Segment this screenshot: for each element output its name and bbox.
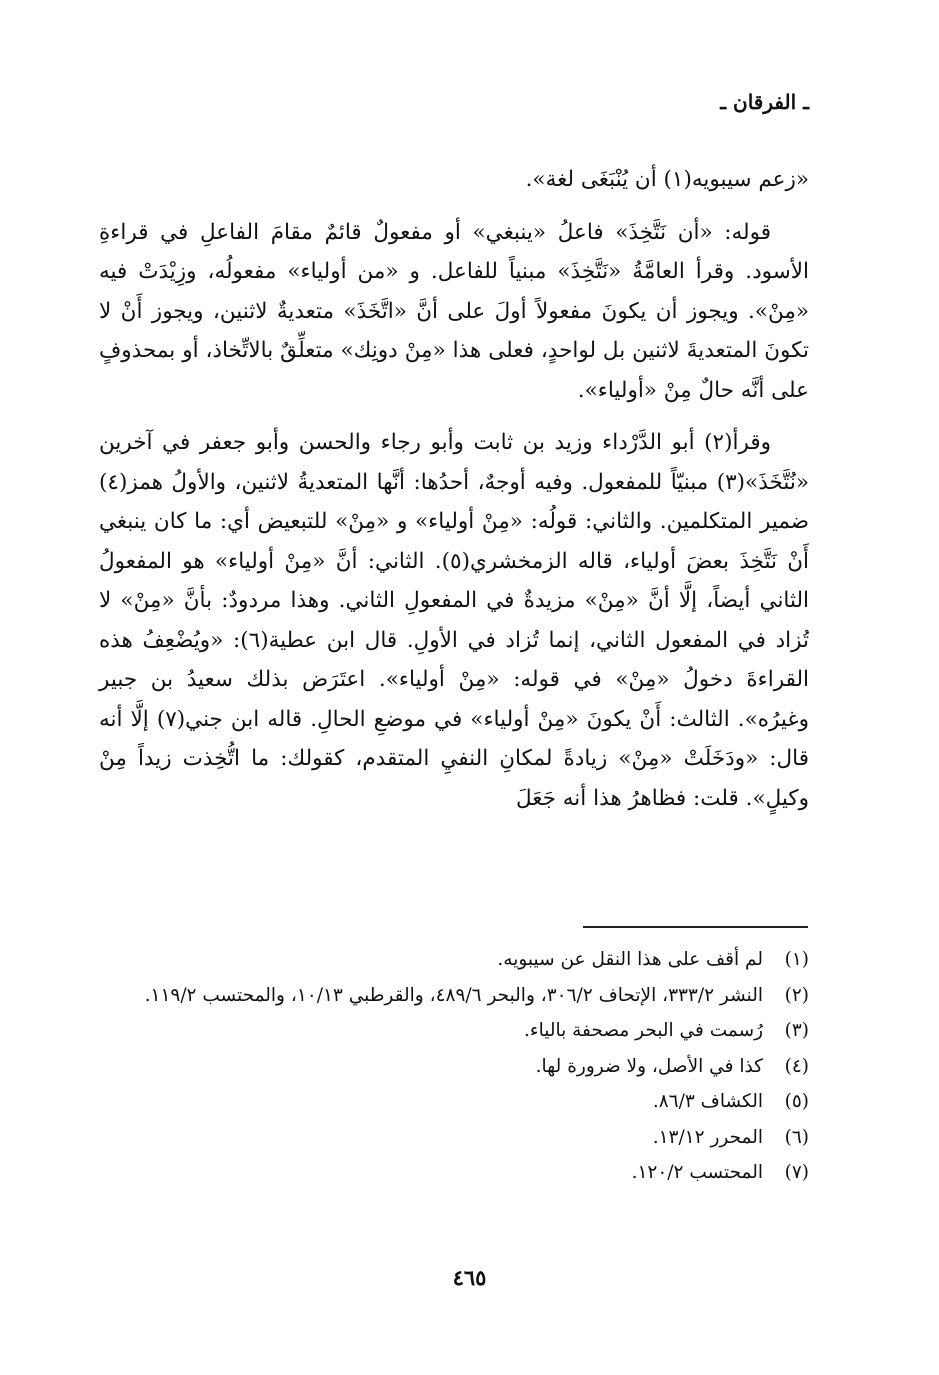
- footnote-number: (٤): [784, 1055, 809, 1077]
- paragraph: وقرأ(٢) أبو الدَّرْداء وزيد بن ثابت وأبو رجاء والحسن وأبو جعفر في آخرين «نُتَّخَذَ»(٣) مبنيّاً للمفعول. وفيه أوجهٌ، أحدُها: أنَّها المتعديةُ لاثنين، والأولُ همز(٤) ضمير المتكلمين. والثاني: قولُه: «مِنْ أولياء» و «مِنْ» للتبعيض أي: ما كان ينبغي أَنْ نَتَّخِذَ بعضَ أولياء، قاله الزمخشري(٥). الثاني: أنَّ «مِنْ أولياء» هو المفعولُ الثاني أيضاً، إلَّا أنَّ «مِنْ» مزيدةٌ في المفعولِ الثاني. وهذا مردودٌ: بأنَّ «مِنْ» لا تُزاد في المفعول الثاني، إنما تُزاد في الأولِ. قال ابن عطية(٦): «ويُضْعِفُ هذه القراءةَ دخولُ «مِنْ» في قوله: «مِنْ أولياء». اعتَرَض بذلك سعيدُ بن جبير وغيرُه». الثالث: أَنْ يكونَ «مِنْ أولياء» في موضعِ الحالِ. قاله ابن جني(٧) إلَّا أنه قال: «ودَخَلَتْ «مِنْ» زيادةً لمكانِ النفيِ المتقدم، كقولك: ما اتُّخِذت زيداً مِنْ وكيلٍ». قلت: فظاهرُ هذا أنه جَعَلَ: [99, 430, 809, 811]
- page-number: ٤٦٥: [452, 1265, 487, 1290]
- footnote: [97, 978, 809, 1014]
- footnotes: [97, 942, 809, 1191]
- footnote-text: النشر ٣٣٣/٢، الإتحاف ٣٠٦/٢، والبحر ٤٨٩/٦، والقرطبي ١٠/١٣، والمحتسب ١١٩/٢.: [144, 984, 763, 1006]
- footnote-text: رُسمت في البحر مصحفة بالياء.: [524, 1020, 763, 1041]
- footnote-text: الكشاف ٨٦/٣.: [652, 1091, 763, 1112]
- footnote: [97, 942, 809, 978]
- footnote-text: المحتسب ١٢٠/٢.: [631, 1162, 763, 1183]
- footnote-separator: [583, 926, 808, 928]
- footnote-number: (٥): [784, 1091, 809, 1112]
- footnote-text: المحرر ١٣/١٢.: [652, 1126, 763, 1148]
- paragraph: قوله: «أن نَتَّخِذَ» فاعلُ «ينبغي» أو مفعولٌ قائمٌ مقامَ الفاعلِ في قراءةِ الأسود. وقرأ العامَّةُ «نَتَّخِذَ» مبنياً للفاعل. و «من أولياء» مفعولُه، وزِيْدَتْ فيه «مِنْ». ويجوز أن يكونَ مفعولاً أولَ على أنَّ «اتَّخَذَ» متعديةٌ لاثنين، ويجوز أَنْ لا تكونَ المتعديةَ لاثنين بل لواحدٍ، فعلى هذا «مِنْ دونِك» متعلِّقٌ بالاتِّخاذ، أو بمحذوفٍ على أنَّه حالٌ مِنْ «أولياء».: [99, 219, 809, 403]
- main-text: [99, 160, 809, 831]
- footnote-number: (٢): [784, 984, 809, 1006]
- footnote-text: كذا في الأصل، ولا ضرورة لها.: [535, 1055, 763, 1077]
- footnote: [97, 1155, 809, 1191]
- footnote: [97, 1084, 809, 1120]
- paragraph: «زعم سيبويه(١) أن يُنْبَغَى لغة».: [525, 167, 809, 192]
- footnote-number: (١): [784, 949, 809, 970]
- footnote: [97, 1013, 809, 1049]
- footnote-number: (٧): [784, 1162, 809, 1183]
- footnote-text: لم أقف على هذا النقل عن سيبويه.: [497, 949, 763, 970]
- footnote-number: (٦): [784, 1126, 809, 1148]
- footnote: [97, 1120, 809, 1156]
- footnote-number: (٣): [784, 1020, 809, 1041]
- footnote: [97, 1049, 809, 1085]
- running-head: ـ الفرقان ـ: [720, 90, 809, 114]
